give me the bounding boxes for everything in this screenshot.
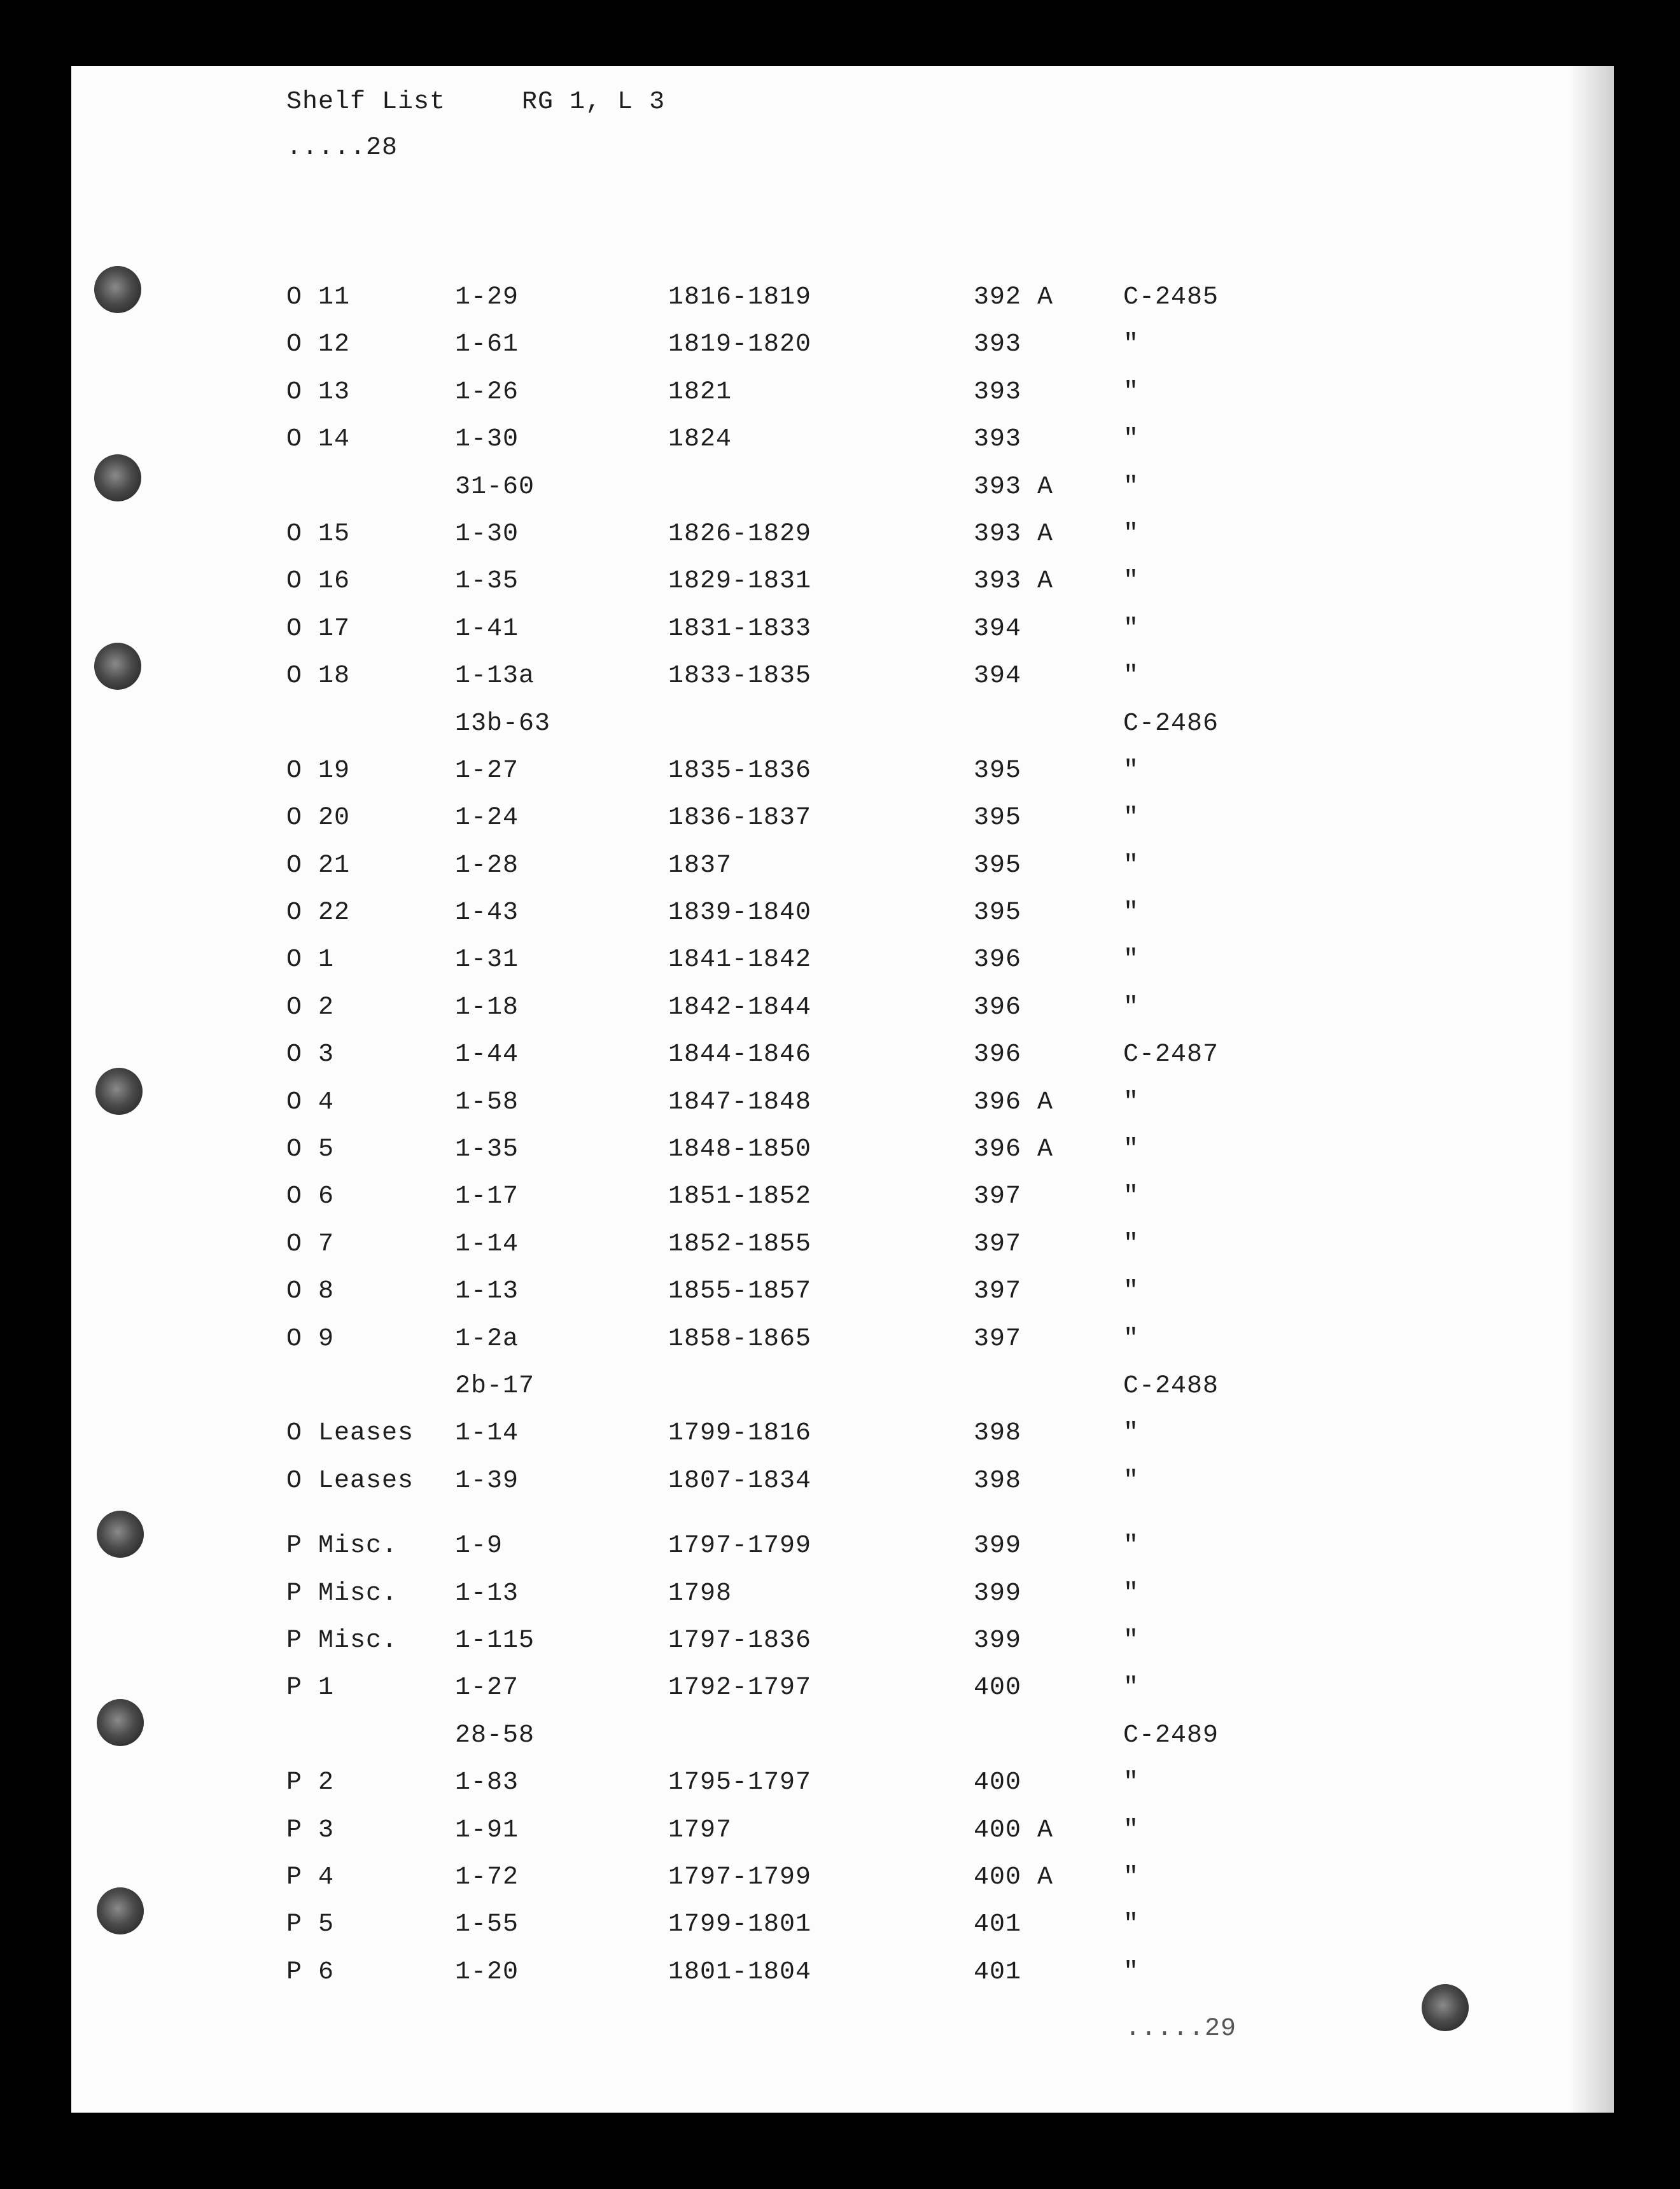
date-range: 1847-1848 xyxy=(668,1088,812,1117)
table-row xyxy=(286,1954,1559,2001)
box-label: O 6 xyxy=(286,1182,335,1212)
reel-number: C-2489 xyxy=(1123,1721,1219,1750)
table-row xyxy=(286,1131,1559,1178)
date-range: 1855-1857 xyxy=(668,1277,812,1306)
reel-number: C-2487 xyxy=(1123,1040,1219,1070)
date-range: 1795-1797 xyxy=(668,1768,812,1798)
reel-number: " xyxy=(1123,1466,1140,1495)
date-range: 1797-1836 xyxy=(668,1626,812,1655)
box-label: O Leases xyxy=(286,1419,414,1448)
item-range: 1-44 xyxy=(455,1040,519,1070)
box-label: P 1 xyxy=(286,1674,335,1703)
reel-number: " xyxy=(1123,1135,1140,1164)
volume-number: 397 xyxy=(974,1277,1022,1306)
record-group-code: RG 1, L 3 xyxy=(522,88,666,116)
box-label: O 7 xyxy=(286,1229,335,1259)
volume-number: 393 A xyxy=(974,472,1054,501)
item-range: 1-24 xyxy=(455,804,519,833)
table-row xyxy=(286,374,1559,421)
reel-number: " xyxy=(1123,472,1140,501)
box-label: O 19 xyxy=(286,756,351,785)
box-label: O 18 xyxy=(286,662,351,691)
table-row xyxy=(286,657,1559,704)
reel-number: " xyxy=(1123,1957,1140,1987)
table-row xyxy=(286,1036,1559,1083)
reel-number: " xyxy=(1123,993,1140,1022)
date-range: 1833-1835 xyxy=(668,662,812,691)
date-range: 1851-1852 xyxy=(668,1182,812,1212)
table-row xyxy=(286,1906,1559,1953)
volume-number: 393 A xyxy=(974,519,1054,549)
continued-from: .....28 xyxy=(286,134,398,162)
reel-number: " xyxy=(1123,1532,1140,1561)
volume-number: 394 xyxy=(974,662,1022,691)
volume-number: 399 xyxy=(974,1532,1022,1561)
item-range: 1-30 xyxy=(455,519,519,549)
item-range: 1-29 xyxy=(455,283,519,312)
box-label: O 13 xyxy=(286,377,351,407)
reel-number: " xyxy=(1123,1674,1140,1703)
reel-number: " xyxy=(1123,1626,1140,1655)
reel-number: " xyxy=(1123,1910,1140,1940)
item-range: 1-28 xyxy=(455,851,519,880)
box-label: P 3 xyxy=(286,1815,335,1845)
item-range: 1-2a xyxy=(455,1324,519,1353)
box-label: P 6 xyxy=(286,1957,335,1987)
item-range: 1-14 xyxy=(455,1229,519,1259)
volume-number: 393 xyxy=(974,330,1022,360)
box-label: O Leases xyxy=(286,1466,414,1495)
item-range: 1-31 xyxy=(455,946,519,975)
table-row xyxy=(286,941,1559,988)
table-row xyxy=(286,515,1559,563)
item-range: 1-27 xyxy=(455,756,519,785)
reel-number: " xyxy=(1123,1229,1140,1259)
date-range: 1797 xyxy=(668,1815,732,1845)
box-label: O 3 xyxy=(286,1040,335,1070)
box-label: O 22 xyxy=(286,899,351,928)
date-range: 1842-1844 xyxy=(668,993,812,1022)
box-label: O 17 xyxy=(286,614,351,643)
item-range: 13b-63 xyxy=(455,709,551,738)
table-row xyxy=(286,1415,1559,1462)
box-label: O 15 xyxy=(286,519,351,549)
table-row xyxy=(286,1273,1559,1320)
reel-number: " xyxy=(1123,567,1140,596)
volume-number: 395 xyxy=(974,899,1022,928)
box-label: O 12 xyxy=(286,330,351,360)
date-range: 1826-1829 xyxy=(668,519,812,549)
table-row xyxy=(286,1575,1559,1622)
date-range: 1858-1865 xyxy=(668,1324,812,1353)
reel-number: C-2488 xyxy=(1123,1371,1219,1401)
date-range: 1836-1837 xyxy=(668,804,812,833)
date-range: 1819-1820 xyxy=(668,330,812,360)
reel-number: " xyxy=(1123,519,1140,549)
date-range: 1797-1799 xyxy=(668,1532,812,1561)
table-row xyxy=(286,1859,1559,1906)
item-range: 1-58 xyxy=(455,1088,519,1117)
date-range: 1829-1831 xyxy=(668,567,812,596)
volume-number: 400 A xyxy=(974,1815,1054,1845)
box-label: O 5 xyxy=(286,1135,335,1164)
table-row xyxy=(286,1669,1559,1716)
box-label: O 1 xyxy=(286,946,335,975)
box-label: O 9 xyxy=(286,1324,335,1353)
box-label: O 11 xyxy=(286,283,351,312)
date-range: 1799-1801 xyxy=(668,1910,812,1940)
item-range: 1-17 xyxy=(455,1182,519,1212)
item-range: 1-72 xyxy=(455,1863,519,1892)
volume-number: 400 A xyxy=(974,1863,1054,1892)
volume-number: 398 xyxy=(974,1419,1022,1448)
volume-number: 393 xyxy=(974,377,1022,407)
item-range: 1-35 xyxy=(455,567,519,596)
table-row xyxy=(286,1527,1559,1574)
item-range: 1-39 xyxy=(455,1466,519,1495)
reel-number: " xyxy=(1123,1324,1140,1353)
table-row xyxy=(286,1367,1559,1415)
reel-number: " xyxy=(1123,899,1140,928)
table-row xyxy=(286,1226,1559,1273)
reel-number: " xyxy=(1123,946,1140,975)
item-range: 1-26 xyxy=(455,377,519,407)
reel-number: " xyxy=(1123,330,1140,360)
date-range: 1816-1819 xyxy=(668,283,812,312)
continued-to: .....29 xyxy=(1125,2015,1237,2043)
date-range: 1799-1816 xyxy=(668,1419,812,1448)
item-range: 1-61 xyxy=(455,330,519,360)
table-row xyxy=(286,705,1559,752)
reel-number: C-2486 xyxy=(1123,709,1219,738)
box-label: O 21 xyxy=(286,851,351,880)
volume-number: 400 xyxy=(974,1768,1022,1798)
box-label: P 4 xyxy=(286,1863,335,1892)
volume-number: 395 xyxy=(974,756,1022,785)
date-range: 1837 xyxy=(668,851,732,880)
item-range: 1-30 xyxy=(455,425,519,454)
table-row xyxy=(286,989,1559,1036)
header-title: Shelf List xyxy=(286,88,446,116)
volume-number: 395 xyxy=(974,804,1022,833)
item-range: 28-58 xyxy=(455,1721,535,1750)
item-range: 1-55 xyxy=(455,1910,519,1940)
item-range: 1-9 xyxy=(455,1532,503,1561)
punch-hole xyxy=(94,643,141,690)
item-range: 1-13 xyxy=(455,1277,519,1306)
table-row xyxy=(286,1462,1559,1509)
volume-number: 397 xyxy=(974,1182,1022,1212)
box-label: O 2 xyxy=(286,993,335,1022)
table-row xyxy=(286,563,1559,610)
table-row xyxy=(286,1178,1559,1225)
date-range: 1798 xyxy=(668,1579,732,1608)
reel-number: " xyxy=(1123,851,1140,880)
punch-hole xyxy=(97,1511,144,1558)
volume-number: 399 xyxy=(974,1626,1022,1655)
item-range: 1-13a xyxy=(455,662,535,691)
item-range: 1-14 xyxy=(455,1419,519,1448)
table-row xyxy=(286,847,1559,894)
item-range: 1-83 xyxy=(455,1768,519,1798)
reel-number: " xyxy=(1123,756,1140,785)
reel-number: " xyxy=(1123,377,1140,407)
date-range: 1844-1846 xyxy=(668,1040,812,1070)
date-range: 1792-1797 xyxy=(668,1674,812,1703)
punch-hole xyxy=(95,1068,143,1115)
item-range: 1-27 xyxy=(455,1674,519,1703)
item-range: 1-18 xyxy=(455,993,519,1022)
item-range: 1-115 xyxy=(455,1626,535,1655)
volume-number: 397 xyxy=(974,1229,1022,1259)
box-label: P Misc. xyxy=(286,1626,398,1655)
shelf-list-table xyxy=(286,279,1559,2001)
reel-number: " xyxy=(1123,425,1140,454)
table-row xyxy=(286,1764,1559,1811)
table-row xyxy=(286,326,1559,373)
date-range: 1797-1799 xyxy=(668,1863,812,1892)
volume-number: 395 xyxy=(974,851,1022,880)
reel-number: " xyxy=(1123,1579,1140,1608)
table-row xyxy=(286,752,1559,799)
volume-number: 401 xyxy=(974,1910,1022,1940)
date-range: 1852-1855 xyxy=(668,1229,812,1259)
date-range: 1801-1804 xyxy=(668,1957,812,1987)
reel-number: " xyxy=(1123,662,1140,691)
reel-number: " xyxy=(1123,1815,1140,1845)
item-range: 1-41 xyxy=(455,614,519,643)
table-row xyxy=(286,1717,1559,1764)
item-range: 1-35 xyxy=(455,1135,519,1164)
table-row xyxy=(286,468,1559,515)
item-range: 31-60 xyxy=(455,472,535,501)
box-label: O 20 xyxy=(286,804,351,833)
volume-number: 394 xyxy=(974,614,1022,643)
volume-number: 400 xyxy=(974,1674,1022,1703)
reel-number: " xyxy=(1123,804,1140,833)
punch-hole xyxy=(97,1699,144,1746)
reel-number: C-2485 xyxy=(1123,283,1219,312)
box-label: O 8 xyxy=(286,1277,335,1306)
volume-number: 392 A xyxy=(974,283,1054,312)
date-range: 1807-1834 xyxy=(668,1466,812,1495)
volume-number: 397 xyxy=(974,1324,1022,1353)
reel-number: " xyxy=(1123,1863,1140,1892)
date-range: 1824 xyxy=(668,425,732,454)
volume-number: 398 xyxy=(974,1466,1022,1495)
page-header xyxy=(286,88,665,116)
reel-number: " xyxy=(1123,614,1140,643)
reel-number: " xyxy=(1123,1088,1140,1117)
date-range: 1835-1836 xyxy=(668,756,812,785)
item-range: 1-91 xyxy=(455,1815,519,1845)
volume-number: 401 xyxy=(974,1957,1022,1987)
volume-number: 396 A xyxy=(974,1135,1054,1164)
box-label: P Misc. xyxy=(286,1532,398,1561)
table-row xyxy=(286,1812,1559,1859)
volume-number: 393 A xyxy=(974,567,1054,596)
table-row xyxy=(286,421,1559,468)
volume-number: 396 xyxy=(974,993,1022,1022)
table-row xyxy=(286,894,1559,941)
box-label: P Misc. xyxy=(286,1579,398,1608)
table-row xyxy=(286,279,1559,326)
date-range: 1848-1850 xyxy=(668,1135,812,1164)
reel-number: " xyxy=(1123,1277,1140,1306)
table-row xyxy=(286,1084,1559,1131)
box-label: O 14 xyxy=(286,425,351,454)
date-range: 1831-1833 xyxy=(668,614,812,643)
table-row xyxy=(286,799,1559,846)
volume-number: 396 A xyxy=(974,1088,1054,1117)
reel-number: " xyxy=(1123,1768,1140,1798)
box-label: O 16 xyxy=(286,567,351,596)
item-range: 1-13 xyxy=(455,1579,519,1608)
reel-number: " xyxy=(1123,1182,1140,1212)
punch-hole xyxy=(94,454,141,501)
punch-hole xyxy=(94,266,141,313)
box-label: O 4 xyxy=(286,1088,335,1117)
table-row xyxy=(286,610,1559,657)
volume-number: 393 xyxy=(974,425,1022,454)
item-range: 2b-17 xyxy=(455,1371,535,1401)
volume-number: 396 xyxy=(974,946,1022,975)
box-label: P 5 xyxy=(286,1910,335,1940)
volume-number: 396 xyxy=(974,1040,1022,1070)
date-range: 1841-1842 xyxy=(668,946,812,975)
date-range: 1821 xyxy=(668,377,732,407)
volume-number: 399 xyxy=(974,1579,1022,1608)
item-range: 1-43 xyxy=(455,899,519,928)
item-range: 1-20 xyxy=(455,1957,519,1987)
punch-hole xyxy=(97,1887,144,1934)
box-label: P 2 xyxy=(286,1768,335,1798)
reel-number: " xyxy=(1123,1419,1140,1448)
table-row xyxy=(286,1320,1559,1367)
table-row xyxy=(286,1622,1559,1669)
date-range: 1839-1840 xyxy=(668,899,812,928)
